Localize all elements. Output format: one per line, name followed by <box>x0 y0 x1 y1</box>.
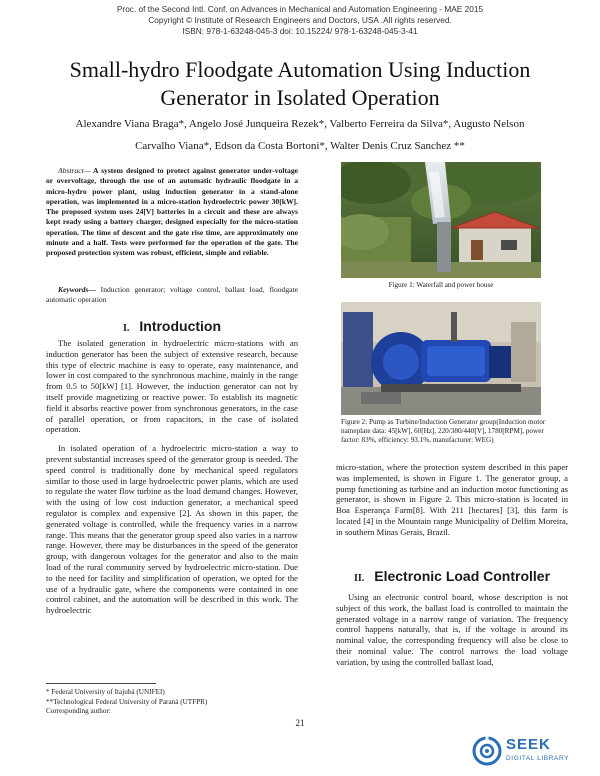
conference-header <box>0 4 600 37</box>
section-2-title: Electronic Load Controller <box>374 568 551 584</box>
paper-title <box>30 56 570 112</box>
abstract <box>46 166 298 259</box>
footnotes <box>46 688 306 717</box>
right-column-paragraph: micro-station, where the protection system described in this paper was implemented, is shown in Figure 1. The generator group, a pump functioning as turbine and an induction motor functioning as generator, is shown in Figure 2. This micro-station is located in Boa Esperança Farm[8]. With 211 [hectares] [3], this farm is located [4] in the Mountain range Municipality of Delfim Moreira, in southern Minas Gerais, Brazil. <box>336 462 568 537</box>
figure-2-photo <box>341 302 541 415</box>
title-line-1: Small-hydro Floodgate Automation Using Induction <box>69 57 531 82</box>
seek-logo-subtitle: DIGITAL LIBRARY <box>506 755 570 762</box>
keywords-label: Keywords— <box>58 285 96 294</box>
figure-2-caption: Figure 2: Pump as Turbine/Induction Generator group(Induction motor nameplate data: 45[kW], 60[Hz], 220/380/440[V], 1780[RPM], power factor: 83%, efficiency: 93.1%, manufacturer: WEG) <box>341 418 546 445</box>
authors-line-1: Alexandre Viana Braga*, Angelo José Junqueira Rezek*, Valberto Ferreira da Silva*, Augusto Nelson <box>75 118 525 130</box>
section-1-paragraph-1: The isolated generation in hydroelectric micro-stations with an induction generator has been the subject of extensive research, because this type of electric machine is easy to operate, easy maintenance, and lower in cost compared to the synchronous machine, mainly in the range from 0.5 to 50[kW] [1]. However, the induction generator can not by itself provide magnetizing or reactive power. To establish its magnetic field it absorbs reactive power from synchronous generators, in the case of parallel operation, or from capacitors, in the case of isolated operation. <box>46 338 298 435</box>
right-column-body <box>336 462 568 538</box>
pump-turbine-generator-image <box>341 302 541 415</box>
title-line-2: Generator in Isolated Operation <box>160 85 440 110</box>
section-2-heading <box>336 568 568 584</box>
waterfall-powerhouse-image <box>341 162 541 278</box>
section-2-number: II. <box>353 573 365 584</box>
section-2-paragraph-1: Using an electronic control board, whose description is not subject of this work, the ballast load is controlled to maintain the generated voltage in a narrow range of variation. The frequency control happens naturally, that is, if the voltage is around its nominal value, the corresponding frequency will also be close to their nominal value. The control narrows the load voltage variation, by using the controlled ballast load, <box>336 592 568 667</box>
abstract-text: A system designed to protect against generator under-voltage or overvoltage, through the use of an automatic hydraulic floodgate in a micro-hydro power plant, using induction generator in a stand-alone operation, was implemented in a micro-station hydroelectric power 30[kW]. The proposed system uses 24[V] batteries in a circuit and these are always kept ready using a battery charger, designed especially for the micro-station operation. The time of descent and the gate rise time, are approximately one minute and a half. Tests were performed for the operation of the gate. The proposed protection system was robust, efficient, simple and reliable. <box>46 166 298 258</box>
footnote-rule <box>46 683 156 684</box>
footnote-3: Corresponding author: <box>46 707 111 716</box>
page-number: 21 <box>295 718 305 728</box>
seek-logo[interactable] <box>472 734 592 768</box>
footnote-2: **Technological Federal University of Paraná (UTFPR) <box>46 697 208 706</box>
section-1-number: I. <box>122 323 130 334</box>
abstract-label: Abstract— <box>58 166 91 175</box>
author-list <box>40 113 560 157</box>
section-1-title: Introduction <box>139 318 222 334</box>
header-line-3: ISBN: 978-1-63248-045-3 doi: 10.15224/ 978-1-63248-045-3-41 <box>182 26 418 36</box>
figure-1-photo <box>341 162 541 278</box>
seek-logo-icon <box>472 736 502 766</box>
section-1-paragraph-2: In isolated operation of a hydroelectric micro-station a way to prevent substantial increases speed of the generator group is needed. The speed control is traditionally done by mechanical speed regulators similar to those used in large hydroelectric power plants, which are used to regulate the water flow turbine as the load demand changes. However, with the using of low cost induction generator, a mechanical speed regulator is complex and expensive [2]. As shown in this paper, the generated voltage is controlled, while the frequency varies in a narrow range. This means that the generator group speed also varies in a narrow range. However, there may be disturbances in the speed of the generator group, with dangerous voltages for the generator and also to the main load of the rural community served by hydroelectric micro-station. Due to the need for facility and simplification of operation, we opted for the use of a hydraulic gate, where the components were contained in one control cabinet, and the automation will be described in this work. The hydroelectric <box>46 443 298 616</box>
header-line-1: Proc. of the Second Intl. Conf. on Advances in Mechanical and Automation Engineering - MAE 2015 <box>116 4 484 14</box>
keywords-text: Induction generator; voltage control, ballast load, floodgate automatic operation <box>46 285 298 305</box>
section-1-heading <box>46 318 298 334</box>
header-line-2: Copyright © Institute of Research Engineers and Doctors, USA .All rights reserved. <box>148 15 452 25</box>
figure-1-caption: Figure 1: Waterfall and power house <box>388 281 494 289</box>
seek-logo-name: SEEK <box>506 736 551 753</box>
section-2-body <box>336 592 568 668</box>
keywords <box>46 285 298 306</box>
section-1-body <box>46 338 298 616</box>
authors-line-2: Carvalho Viana*, Edson da Costa Bortoni*, Walter Denis Cruz Sanchez ** <box>135 140 465 152</box>
footnote-1: * Federal University of Itajubá (UNIFEI) <box>46 688 165 696</box>
